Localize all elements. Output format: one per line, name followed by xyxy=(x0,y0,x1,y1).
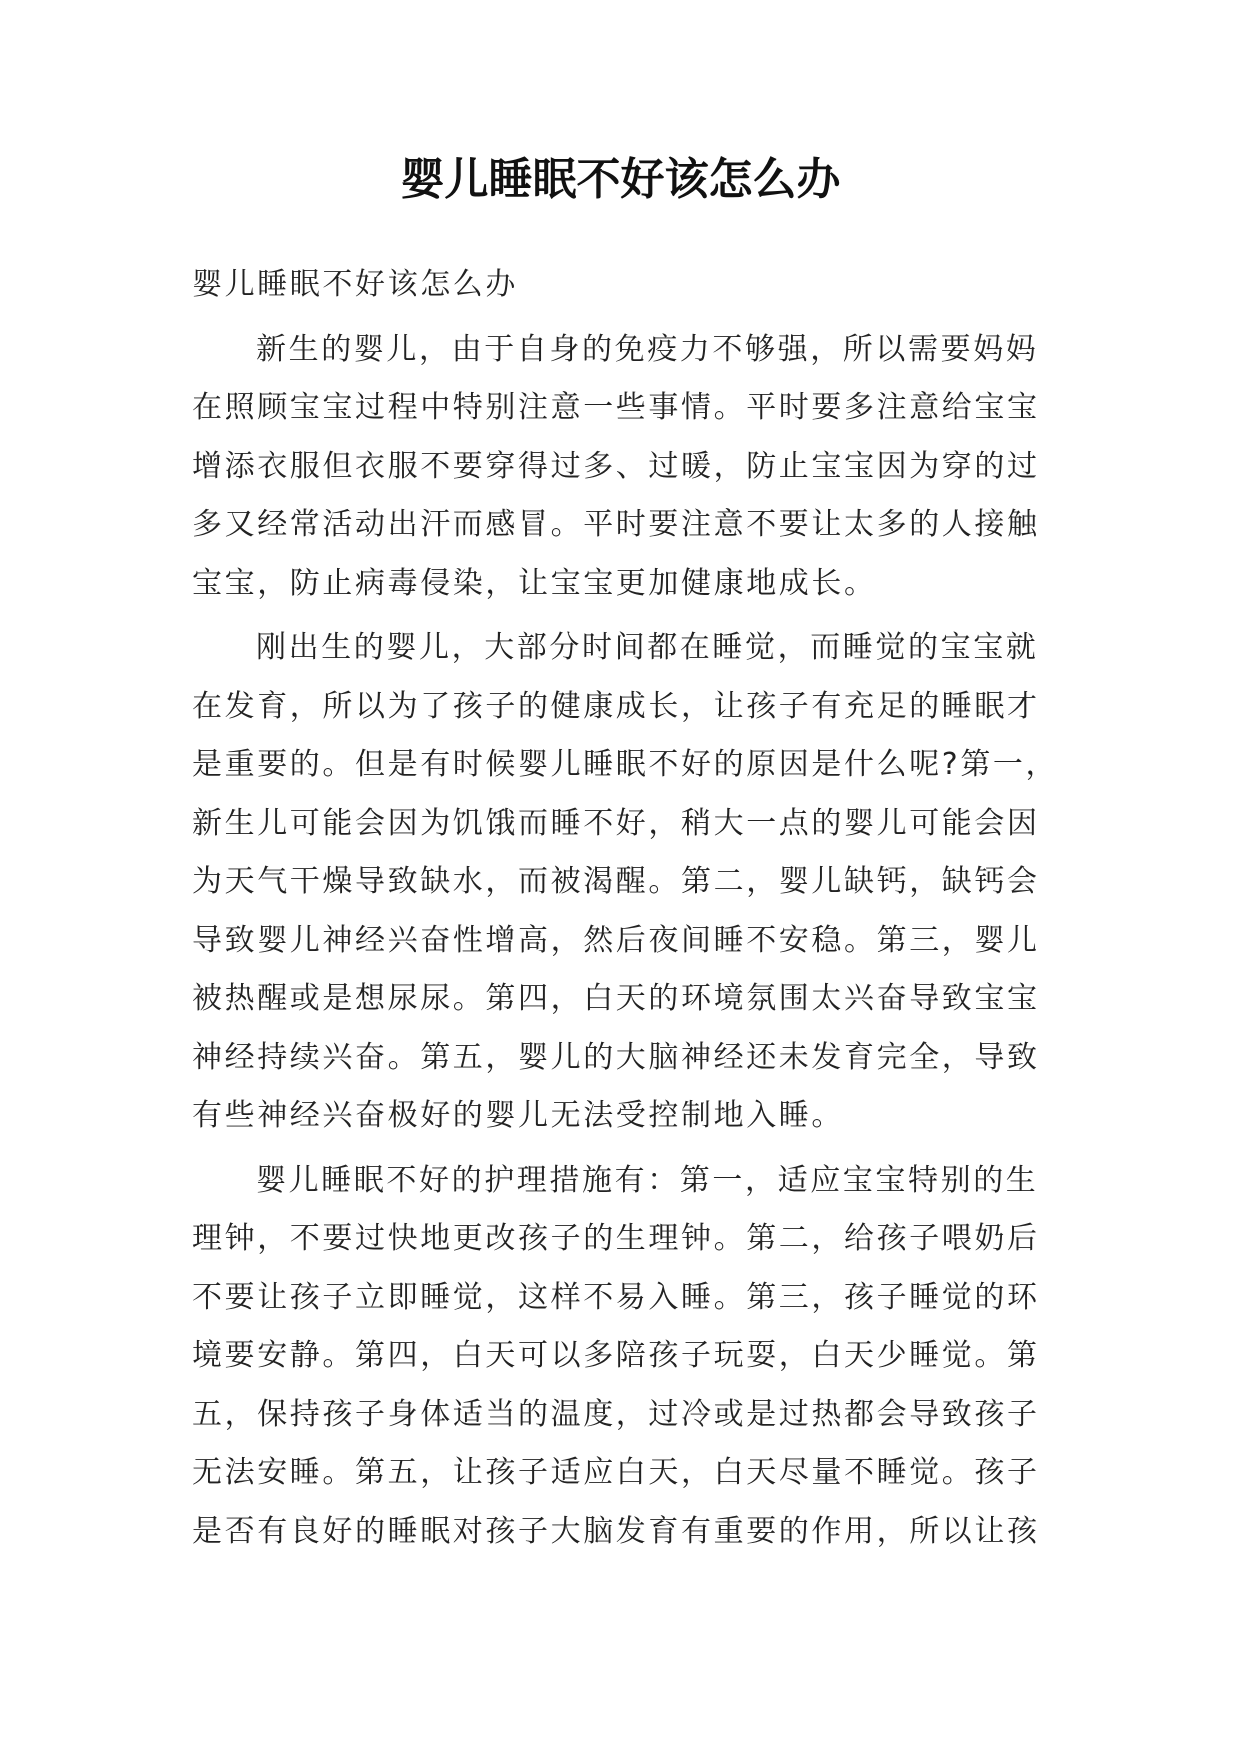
document-body xyxy=(192,256,1060,1561)
paragraph-3: 婴儿睡眠不好的护理措施有：第一，适应宝宝特别的生理钟，不要过快地更改孩子的生理钟。第二，给孩子喂奶后不要让孩子立即睡觉，这样不易入睡。第三，孩子睡觉的环境要安静。第四，白天可以多陪孩子玩耍，白天少睡觉。第五，保持孩子身体适当的温度，过冷或是过热都会导致孩子无法安睡。第五，让孩子适应白天，白天尽量不睡觉。孩子是否有良好的睡眠对孩子大脑发育有重要的作用，所以让孩 xyxy=(192,1162,1040,1549)
document-subtitle: 婴儿睡眠不好该怎么办 xyxy=(192,267,518,302)
paragraph-1: 新生的婴儿，由于自身的免疫力不够强，所以需要妈妈在照顾宝宝过程中特别注意一些事情。平时要多注意给宝宝增添衣服但衣服不要穿得过多、过暖，防止宝宝因为穿的过多又经常活动出汗而感冒。平时要注意不要让太多的人接触宝宝，防止病毒侵染，让宝宝更加健康地成长。 xyxy=(192,331,1040,601)
paragraph-2: 刚出生的婴儿，大部分时间都在睡觉，而睡觉的宝宝就在发育，所以为了孩子的健康成长，让孩子有充足的睡眠才是重要的。但是有时候婴儿睡眠不好的原因是什么呢?第一，新生儿可能会因为饥饿而睡不好，稍大一点的婴儿可能会因为天气干燥导致缺水，而被渴醒。第二，婴儿缺钙，缺钙会导致婴儿神经兴奋性增高，然后夜间睡不安稳。第三，婴儿被热醒或是想尿尿。第四，白天的环境氛围太兴奋导致宝宝神经持续兴奋。第五，婴儿的大脑神经还未发育完全，导致有些神经兴奋极好的婴儿无法受控制地入睡。 xyxy=(192,630,1059,1133)
document-title: 婴儿睡眠不好该怎么办 xyxy=(400,154,841,205)
